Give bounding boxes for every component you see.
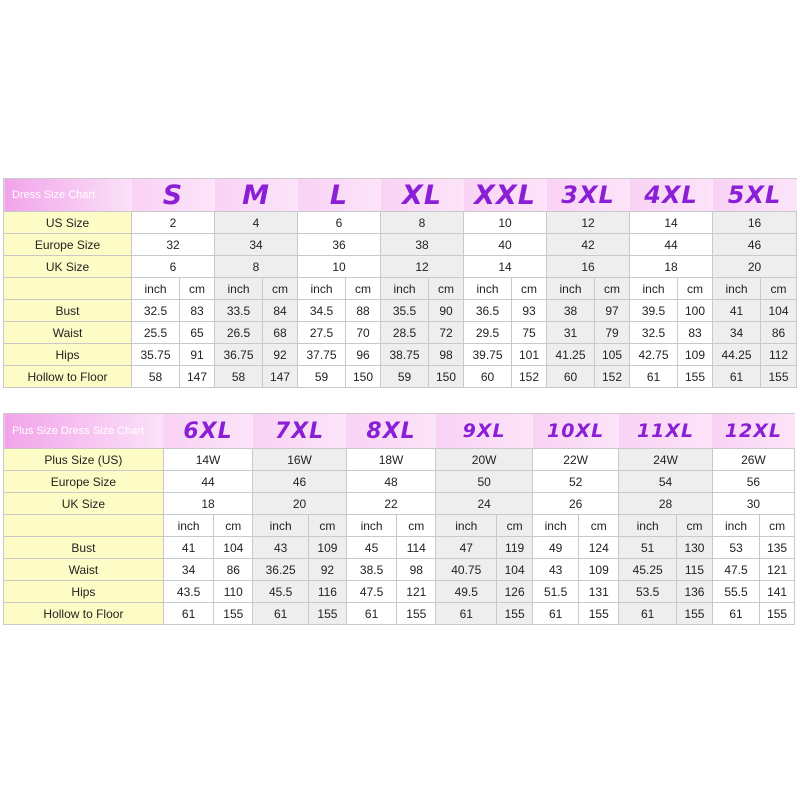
size-heading: 10XL <box>533 414 619 449</box>
table-row <box>4 366 797 388</box>
cell: 47.5 <box>712 559 759 581</box>
cell: 16 <box>547 256 630 278</box>
cell: 58 <box>132 366 180 388</box>
cell: 121 <box>397 581 436 603</box>
cell: 10 <box>298 256 381 278</box>
unit-cm: cm <box>429 278 464 300</box>
unit-cm: cm <box>214 515 253 537</box>
cell: 2 <box>132 212 215 234</box>
size-heading: M <box>215 179 298 212</box>
cell: 36.5 <box>464 300 512 322</box>
cell: 61 <box>346 603 396 625</box>
cell: 60 <box>464 366 512 388</box>
cell: 65 <box>180 322 215 344</box>
cell: 40.75 <box>436 559 497 581</box>
size-heading: 11XL <box>619 414 713 449</box>
cell: 109 <box>308 537 346 559</box>
cell: 25.5 <box>132 322 180 344</box>
cell: 93 <box>512 300 547 322</box>
cell: 36.75 <box>215 344 263 366</box>
unit-inch: inch <box>713 278 761 300</box>
table-row <box>4 212 797 234</box>
cell: 98 <box>397 559 436 581</box>
cell: 130 <box>677 537 713 559</box>
cell: 116 <box>308 581 346 603</box>
cell: 88 <box>346 300 381 322</box>
cell: 155 <box>497 603 533 625</box>
cell: 109 <box>579 559 619 581</box>
unit-inch: inch <box>464 278 512 300</box>
cell: 44.25 <box>713 344 761 366</box>
row-label <box>4 278 132 300</box>
plus-size-dress-size-chart <box>3 413 795 625</box>
cell: 53 <box>712 537 759 559</box>
cell: 155 <box>214 603 253 625</box>
cell: 43 <box>533 559 579 581</box>
row-label: Bust <box>4 300 132 322</box>
cell: 45.25 <box>619 559 677 581</box>
unit-inch: inch <box>298 278 346 300</box>
cell: 119 <box>497 537 533 559</box>
cell: 32.5 <box>132 300 180 322</box>
dress-size-chart <box>3 178 797 388</box>
unit-inch: inch <box>547 278 595 300</box>
cell: 49.5 <box>436 581 497 603</box>
cell: 36 <box>298 234 381 256</box>
unit-cm: cm <box>308 515 346 537</box>
unit-inch: inch <box>630 278 678 300</box>
cell: 47.5 <box>346 581 396 603</box>
cell: 155 <box>308 603 346 625</box>
size-heading: 9XL <box>436 414 533 449</box>
chart-header-row <box>4 179 797 212</box>
cell: 90 <box>429 300 464 322</box>
row-label: Waist <box>4 559 164 581</box>
cell: 44 <box>163 471 252 493</box>
table-row <box>4 559 795 581</box>
cell: 39.5 <box>630 300 678 322</box>
cell: 124 <box>579 537 619 559</box>
cell: 28 <box>619 493 713 515</box>
row-label: Hollow to Floor <box>4 366 132 388</box>
cell: 31 <box>547 322 595 344</box>
cell: 18 <box>630 256 713 278</box>
cell: 115 <box>677 559 713 581</box>
cell: 43.5 <box>163 581 213 603</box>
size-heading: 5XL <box>713 179 797 212</box>
row-label: Hollow to Floor <box>4 603 164 625</box>
row-label: US Size <box>4 212 132 234</box>
row-label: Hips <box>4 581 164 603</box>
cell: 14 <box>630 212 713 234</box>
cell: 72 <box>429 322 464 344</box>
cell: 121 <box>760 559 795 581</box>
unit-inch: inch <box>436 515 497 537</box>
cell: 36.25 <box>253 559 309 581</box>
cell: 44 <box>630 234 713 256</box>
unit-row <box>4 278 797 300</box>
unit-cm: cm <box>397 515 436 537</box>
cell: 135 <box>760 537 795 559</box>
cell: 32.5 <box>630 322 678 344</box>
cell: 141 <box>760 581 795 603</box>
cell: 10 <box>464 212 547 234</box>
cell: 41 <box>713 300 761 322</box>
cell: 8 <box>215 256 298 278</box>
cell: 126 <box>497 581 533 603</box>
table-row <box>4 449 795 471</box>
cell: 83 <box>180 300 215 322</box>
table-row <box>4 603 795 625</box>
cell: 49 <box>533 537 579 559</box>
cell: 105 <box>595 344 630 366</box>
cell: 61 <box>712 603 759 625</box>
cell: 48 <box>346 471 435 493</box>
cell: 136 <box>677 581 713 603</box>
cell: 61 <box>533 603 579 625</box>
cell: 70 <box>346 322 381 344</box>
unit-inch: inch <box>381 278 429 300</box>
cell: 61 <box>253 603 309 625</box>
table-row <box>4 322 797 344</box>
cell: 155 <box>397 603 436 625</box>
unit-inch: inch <box>215 278 263 300</box>
chart-title: Dress Size Chart <box>4 179 132 212</box>
cell: 37.75 <box>298 344 346 366</box>
cell: 47 <box>436 537 497 559</box>
cell: 28.5 <box>381 322 429 344</box>
size-heading: 6XL <box>163 414 252 449</box>
size-heading: XXL <box>464 179 547 212</box>
cell: 26 <box>533 493 619 515</box>
cell: 6 <box>132 256 215 278</box>
row-label: Waist <box>4 322 132 344</box>
cell: 147 <box>263 366 298 388</box>
size-heading: L <box>298 179 381 212</box>
cell: 155 <box>579 603 619 625</box>
cell: 30 <box>712 493 794 515</box>
cell: 110 <box>214 581 253 603</box>
cell: 45 <box>346 537 396 559</box>
row-label: UK Size <box>4 493 164 515</box>
unit-cm: cm <box>497 515 533 537</box>
cell: 20 <box>713 256 797 278</box>
row-label: Europe Size <box>4 471 164 493</box>
cell: 46 <box>253 471 347 493</box>
cell: 60 <box>547 366 595 388</box>
cell: 100 <box>678 300 713 322</box>
cell: 38 <box>381 234 464 256</box>
cell: 42 <box>547 234 630 256</box>
row-label: Bust <box>4 537 164 559</box>
cell: 55.5 <box>712 581 759 603</box>
size-heading: 12XL <box>712 414 794 449</box>
cell: 114 <box>397 537 436 559</box>
unit-inch: inch <box>346 515 396 537</box>
cell: 26W <box>712 449 794 471</box>
cell: 86 <box>214 559 253 581</box>
row-label <box>4 515 164 537</box>
cell: 91 <box>180 344 215 366</box>
unit-cm: cm <box>760 515 795 537</box>
cell: 40 <box>464 234 547 256</box>
cell: 4 <box>215 212 298 234</box>
cell: 86 <box>761 322 797 344</box>
cell: 34 <box>163 559 213 581</box>
row-label: Hips <box>4 344 132 366</box>
cell: 155 <box>678 366 713 388</box>
table-row <box>4 300 797 322</box>
cell: 104 <box>761 300 797 322</box>
cell: 33.5 <box>215 300 263 322</box>
cell: 53.5 <box>619 581 677 603</box>
unit-cm: cm <box>677 515 713 537</box>
size-heading: XL <box>381 179 464 212</box>
unit-inch: inch <box>253 515 309 537</box>
cell: 32 <box>132 234 215 256</box>
cell: 75 <box>512 322 547 344</box>
cell: 45.5 <box>253 581 309 603</box>
cell: 61 <box>619 603 677 625</box>
cell: 58 <box>215 366 263 388</box>
cell: 155 <box>761 366 797 388</box>
cell: 101 <box>512 344 547 366</box>
unit-inch: inch <box>132 278 180 300</box>
chart-header-row <box>4 414 795 449</box>
chart-title: Plus Size Dress Size Chart <box>4 414 164 449</box>
unit-inch: inch <box>533 515 579 537</box>
cell: 43 <box>253 537 309 559</box>
cell: 54 <box>619 471 713 493</box>
cell: 22W <box>533 449 619 471</box>
cell: 26.5 <box>215 322 263 344</box>
cell: 155 <box>677 603 713 625</box>
cell: 35.75 <box>132 344 180 366</box>
table-row <box>4 537 795 559</box>
cell: 61 <box>630 366 678 388</box>
cell: 29.5 <box>464 322 512 344</box>
cell: 52 <box>533 471 619 493</box>
unit-cm: cm <box>180 278 215 300</box>
size-heading: 3XL <box>547 179 630 212</box>
cell: 51.5 <box>533 581 579 603</box>
cell: 46 <box>713 234 797 256</box>
unit-inch: inch <box>712 515 759 537</box>
unit-cm: cm <box>579 515 619 537</box>
cell: 98 <box>429 344 464 366</box>
cell: 83 <box>678 322 713 344</box>
cell: 39.75 <box>464 344 512 366</box>
cell: 27.5 <box>298 322 346 344</box>
cell: 12 <box>381 256 464 278</box>
cell: 18W <box>346 449 435 471</box>
cell: 51 <box>619 537 677 559</box>
cell: 20 <box>253 493 347 515</box>
cell: 92 <box>263 344 298 366</box>
cell: 6 <box>298 212 381 234</box>
cell: 56 <box>712 471 794 493</box>
cell: 155 <box>760 603 795 625</box>
cell: 18 <box>163 493 252 515</box>
table-row <box>4 234 797 256</box>
cell: 150 <box>346 366 381 388</box>
cell: 42.75 <box>630 344 678 366</box>
row-label: Plus Size (US) <box>4 449 164 471</box>
cell: 34.5 <box>298 300 346 322</box>
cell: 104 <box>497 559 533 581</box>
cell: 35.5 <box>381 300 429 322</box>
cell: 109 <box>678 344 713 366</box>
size-heading: S <box>132 179 215 212</box>
cell: 131 <box>579 581 619 603</box>
cell: 38.75 <box>381 344 429 366</box>
unit-inch: inch <box>619 515 677 537</box>
cell: 152 <box>595 366 630 388</box>
unit-cm: cm <box>512 278 547 300</box>
cell: 68 <box>263 322 298 344</box>
row-label: Europe Size <box>4 234 132 256</box>
cell: 112 <box>761 344 797 366</box>
cell: 12 <box>547 212 630 234</box>
unit-cm: cm <box>761 278 797 300</box>
table-row <box>4 471 795 493</box>
table-row <box>4 581 795 603</box>
cell: 97 <box>595 300 630 322</box>
cell: 14W <box>163 449 252 471</box>
size-heading: 4XL <box>630 179 713 212</box>
cell: 61 <box>713 366 761 388</box>
cell: 14 <box>464 256 547 278</box>
cell: 38.5 <box>346 559 396 581</box>
cell: 41 <box>163 537 213 559</box>
cell: 147 <box>180 366 215 388</box>
table-row <box>4 344 797 366</box>
unit-cm: cm <box>595 278 630 300</box>
cell: 61 <box>163 603 213 625</box>
cell: 79 <box>595 322 630 344</box>
cell: 84 <box>263 300 298 322</box>
cell: 41.25 <box>547 344 595 366</box>
cell: 96 <box>346 344 381 366</box>
unit-cm: cm <box>346 278 381 300</box>
cell: 24 <box>436 493 533 515</box>
cell: 24W <box>619 449 713 471</box>
unit-inch: inch <box>163 515 213 537</box>
table-row <box>4 493 795 515</box>
cell: 150 <box>429 366 464 388</box>
unit-cm: cm <box>678 278 713 300</box>
row-label: UK Size <box>4 256 132 278</box>
unit-row <box>4 515 795 537</box>
table-row <box>4 256 797 278</box>
cell: 152 <box>512 366 547 388</box>
size-heading: 8XL <box>346 414 435 449</box>
cell: 38 <box>547 300 595 322</box>
unit-cm: cm <box>263 278 298 300</box>
cell: 50 <box>436 471 533 493</box>
cell: 34 <box>713 322 761 344</box>
cell: 61 <box>436 603 497 625</box>
cell: 8 <box>381 212 464 234</box>
cell: 16 <box>713 212 797 234</box>
cell: 59 <box>381 366 429 388</box>
cell: 34 <box>215 234 298 256</box>
size-heading: 7XL <box>253 414 347 449</box>
cell: 20W <box>436 449 533 471</box>
cell: 92 <box>308 559 346 581</box>
cell: 59 <box>298 366 346 388</box>
cell: 22 <box>346 493 435 515</box>
cell: 16W <box>253 449 347 471</box>
cell: 104 <box>214 537 253 559</box>
